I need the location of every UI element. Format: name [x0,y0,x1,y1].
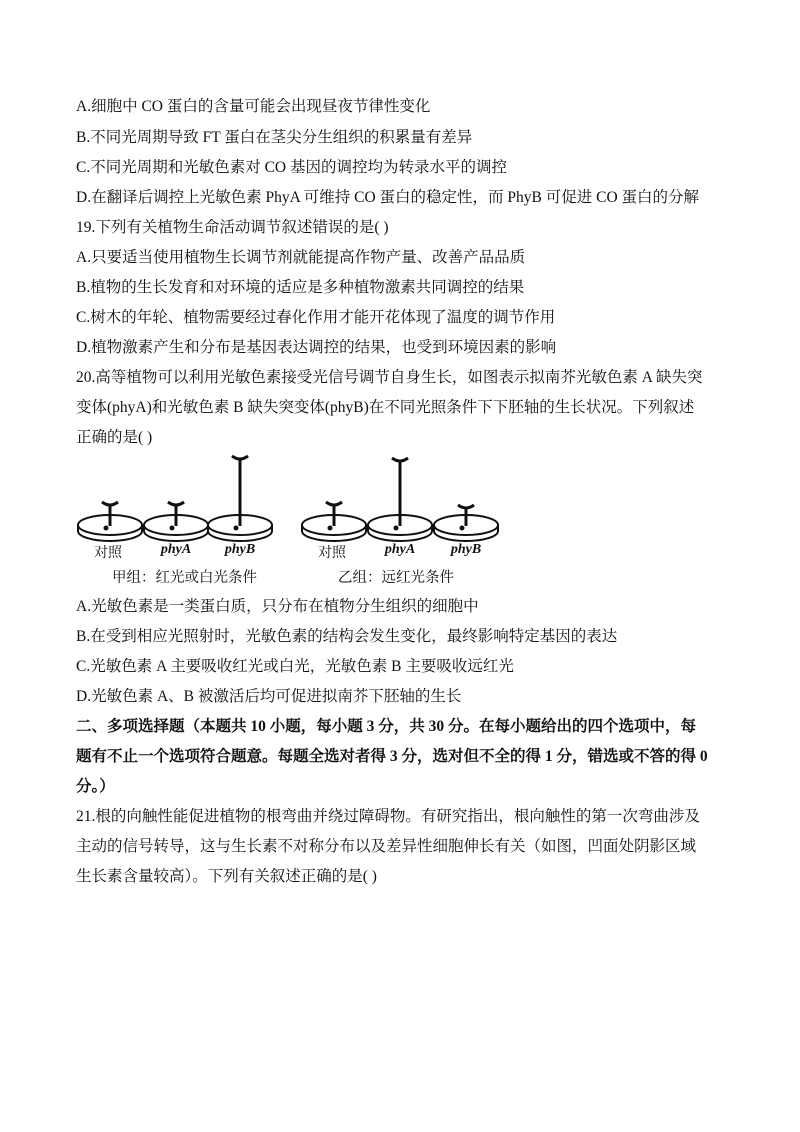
question-stem: 主动的信号转导，这与生长素不对称分布以及差异性细胞伸长有关（如图，凹面处阴影区域 [76,838,697,855]
option-text: B.不同光周期导致 FT 蛋白在茎尖分生组织的积累量有差异 [76,129,473,146]
option-text: D.植物激素产生和分布是基因表达调控的结果，也受到环境因素的影响 [76,339,557,356]
section-heading: 二、多项选择题（本题共 10 小题，每小题 3 分，共 30 分。在每小题给出的四个选项中，每 [76,718,697,735]
option-text: A.光敏色素是一类蛋白质，只分布在植物分生组织的细胞中 [76,598,479,615]
section-heading: 题有不止一个选项符合题意。每题全选对者得 3 分，选对但不全的得 1 分，错选或不答的得 0 [76,748,708,765]
dish-label-phyA: phyA [160,542,192,557]
section-heading: 分。） [76,778,115,795]
question-stem: 变体(phyA)和光敏色素 B 缺失突变体(phyB)在不同光照条件下下胚轴的生长状况。下列叙述 [76,399,695,416]
option-text: D.在翻译后调控上光敏色素 PhyA 可维持 CO 蛋白的稳定性，而 PhyB 可促进 CO 蛋白的分解 [76,189,700,206]
dish-label-control: 对照 [318,546,346,561]
option-text: A.细胞中 CO 蛋白的含量可能会出现昼夜节律性变化 [76,98,431,115]
hypocotyl-figure [72,450,512,590]
option-text: B.在受到相应光照射时，光敏色素的结构会发生变化，最终影响特定基因的表达 [76,628,618,645]
seedling-diagram [72,450,512,550]
option-text: C.光敏色素 A 主要吸收红光或白光，光敏色素 B 主要吸收远红光 [76,658,514,675]
option-text: C.树木的年轮、植物需要经过春化作用才能开花体现了温度的调节作用 [76,309,556,326]
group1-caption: 甲组：红光或白光条件 [112,570,257,586]
dish-label-phyA: phyA [384,542,416,557]
question-stem: 正确的是( ) [76,429,153,446]
question-stem: 20.高等植物可以利用光敏色素接受光信号调节自身生长，如图表示拟南芥光敏色素 A 缺失突 [76,369,703,386]
question-stem: 21.根的向触性能促进植物的根弯曲并绕过障碍物。有研究指出，根向触性的第一次弯曲涉及 [76,808,700,825]
question-stem: 生长素含量较高）。下列有关叙述正确的是( ) [76,868,377,885]
dish-label-control: 对照 [94,546,122,561]
dish-label-phyB: phyB [450,542,482,557]
option-text: C.不同光周期和光敏色素对 CO 基因的调控均为转录水平的调控 [76,159,507,176]
option-text: D.光敏色素 A、B 被激活后均可促进拟南芥下胚轴的生长 [76,688,462,705]
option-text: A.只要适当使用植物生长调节剂就能提高作物产量、改善产品品质 [76,249,526,266]
question-stem: 19.下列有关植物生命活动调节叙述错误的是( ) [76,219,389,236]
group2-caption: 乙组：远红光条件 [338,570,454,586]
option-text: B.植物的生长发育和对环境的适应是多种植物激素共同调控的结果 [76,279,525,296]
dish-label-phyB: phyB [224,542,256,557]
